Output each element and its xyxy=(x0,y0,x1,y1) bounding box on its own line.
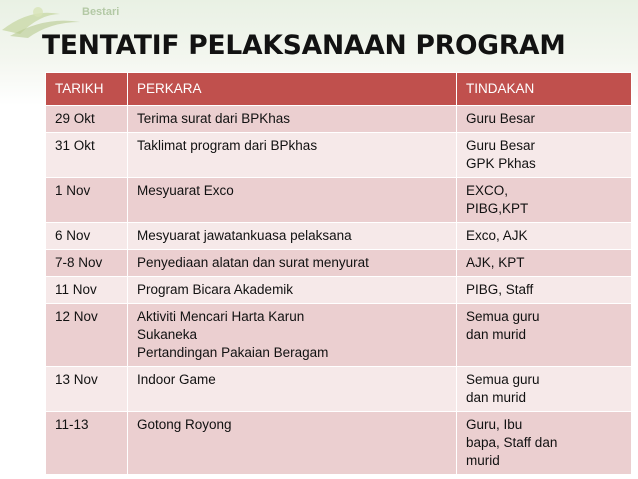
perkara-line: Aktiviti Mencari Harta Karun xyxy=(137,309,305,324)
table-row xyxy=(46,250,632,277)
cell-tindakan xyxy=(457,277,632,304)
tindakan-line: AJK, KPT xyxy=(466,255,525,270)
tindakan-line: murid xyxy=(466,453,500,468)
tindakan-line: PIBG,KPT xyxy=(466,201,529,216)
perkara-line: Gotong Royong xyxy=(137,417,232,432)
tindakan-line: dan murid xyxy=(466,390,527,405)
table-header-row xyxy=(46,73,632,106)
tindakan-line: Guru, Ibu xyxy=(466,417,523,432)
cell-tarikh: 12 Nov xyxy=(46,304,128,367)
logo-text: Bestari xyxy=(82,6,120,18)
tindakan-line: Guru Besar xyxy=(466,138,536,153)
perkara-line: Sukaneka xyxy=(137,327,198,342)
cell-tindakan xyxy=(457,412,632,475)
cell-perkara xyxy=(128,250,457,277)
cell-tarikh: 13 Nov xyxy=(46,367,128,412)
tindakan-line: Exco, AJK xyxy=(466,228,528,243)
cell-perkara xyxy=(128,223,457,250)
cell-perkara xyxy=(128,106,457,133)
tindakan-line: GPK Pkhas xyxy=(466,156,536,171)
perkara-line: Terima surat dari BPKhas xyxy=(137,111,291,126)
tindakan-line: EXCO, xyxy=(466,183,509,198)
cell-tarikh: 11 Nov xyxy=(46,277,128,304)
cell-tindakan xyxy=(457,133,632,178)
cell-tarikh: 6 Nov xyxy=(46,223,128,250)
perkara-line: Indoor Game xyxy=(137,372,216,387)
cell-tarikh: 1 Nov xyxy=(46,178,128,223)
cell-tindakan xyxy=(457,178,632,223)
table-row xyxy=(46,367,632,412)
cell-tindakan xyxy=(457,223,632,250)
cell-tindakan xyxy=(457,106,632,133)
perkara-line: Taklimat program dari BPkhas xyxy=(137,138,318,153)
perkara-line: Mesyuarat jawatankuasa pelaksana xyxy=(137,228,352,243)
header-perkara: PERKARA xyxy=(128,73,457,106)
perkara-line: Mesyuarat Exco xyxy=(137,183,234,198)
table-row xyxy=(46,304,632,367)
schedule-table xyxy=(45,72,632,475)
tindakan-line: dan murid xyxy=(466,327,527,342)
perkara-line: Penyediaan alatan dan surat menyurat xyxy=(137,255,369,270)
cell-perkara xyxy=(128,412,457,475)
table-row xyxy=(46,133,632,178)
cell-perkara xyxy=(128,277,457,304)
table-row xyxy=(46,223,632,250)
table-row xyxy=(46,277,632,304)
cell-tarikh: 29 Okt xyxy=(46,106,128,133)
table-row xyxy=(46,106,632,133)
tindakan-line: Semua guru xyxy=(466,372,540,387)
perkara-line: Pertandingan Pakaian Beragam xyxy=(137,345,329,360)
cell-tarikh: 31 Okt xyxy=(46,133,128,178)
header-tindakan: TINDAKAN xyxy=(457,73,632,106)
cell-tindakan xyxy=(457,304,632,367)
tindakan-line: bapa, Staff dan xyxy=(466,435,558,450)
cell-perkara xyxy=(128,178,457,223)
cell-perkara xyxy=(128,304,457,367)
tindakan-line: Guru Besar xyxy=(466,111,536,126)
table-row xyxy=(46,412,632,475)
cell-tarikh: 7-8 Nov xyxy=(46,250,128,277)
tindakan-line: Semua guru xyxy=(466,309,540,324)
header-tarikh: TARIKH xyxy=(46,73,128,106)
perkara-line: Program Bicara Akademik xyxy=(137,282,294,297)
tindakan-line: PIBG, Staff xyxy=(466,282,534,297)
table-row xyxy=(46,178,632,223)
cell-tindakan xyxy=(457,250,632,277)
cell-tindakan xyxy=(457,367,632,412)
cell-tarikh: 11-13 xyxy=(46,412,128,475)
page-title: TENTATIF PELAKSANAAN PROGRAM xyxy=(42,30,566,61)
cell-perkara xyxy=(128,133,457,178)
cell-perkara xyxy=(128,367,457,412)
